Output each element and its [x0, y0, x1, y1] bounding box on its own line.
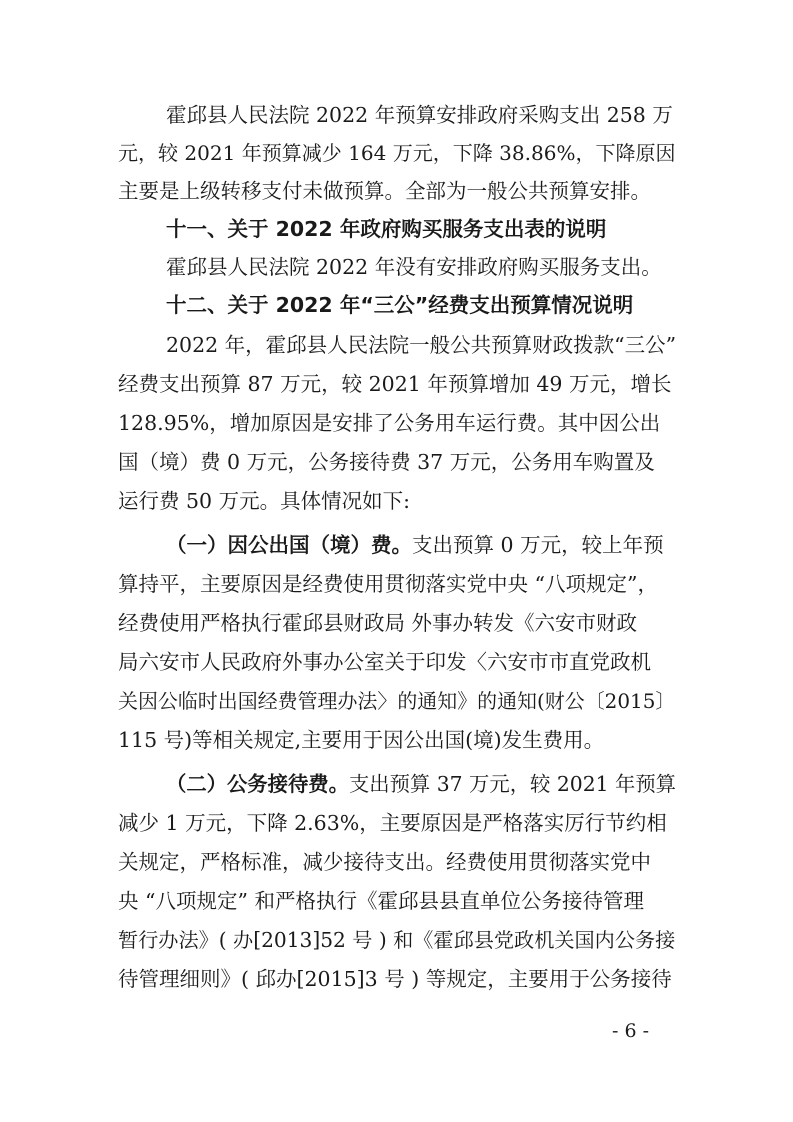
body-line: 央 “八项规定” 和严格执行《霍邱县县直单位公务接待管理 [118, 889, 644, 913]
body-line: 经费支出预算 87 万元，较 2021 年预算增加 49 万元，增长 [118, 372, 672, 396]
body-line: 霍邱县人民法院 2022 年预算安排政府采购支出 258 万 [166, 103, 673, 127]
subsection-line [166, 530, 664, 560]
subsection-line [166, 769, 676, 799]
body-line: 局六安市人民政府外事办公室关于印发〈六安市市直党政机 [118, 650, 651, 674]
body-text: 支出预算 0 万元，较上年预 [412, 533, 664, 557]
body-line: 关因公临时出国经费管理办法〉的通知》的通知(财公〔2015〕 [118, 689, 676, 713]
body-line: 国（境）费 0 万元，公务接待费 37 万元，公务用车购置及 [118, 450, 655, 474]
body-line: 2022 年，霍邱县人民法院一般公共预算财政拨款“三公” [166, 333, 677, 357]
body-line: 霍邱县人民法院 2022 年没有安排政府购买服务支出。 [166, 255, 662, 279]
body-line: 算持平，主要原因是经费使用贯彻落实党中央 “八项规定”， [118, 572, 658, 596]
body-line: 暂行办法》( 办[2013]52 号 ) 和《霍邱县党政机关国内公务接 [118, 928, 676, 952]
section-heading: 十一、关于 2022 年政府购买服务支出表的说明 [166, 217, 607, 241]
body-text: 支出预算 37 万元，较 2021 年预算 [348, 772, 677, 796]
body-line: 115 号)等相关规定,主要用于因公出国(境)发生费用。 [118, 728, 605, 752]
body-line: 减少 1 万元，下降 2.63%，主要原因是严格落实厉行节约相 [118, 811, 667, 835]
body-line: 128.95%，增加原因是安排了公务用车运行费。其中因公出 [118, 411, 661, 435]
body-line: 经费使用严格执行霍邱县财政局 外事办转发《六安市财政 [118, 611, 638, 635]
body-line: 运行费 50 万元。具体情况如下: [118, 489, 411, 513]
body-line: 元，较 2021 年预算减少 164 万元，下降 38.86%，下降原因 [118, 141, 676, 165]
section-heading: 十二、关于 2022 年“三公”经费支出预算情况说明 [166, 293, 634, 317]
page-number: - 6 - [612, 1020, 650, 1042]
body-line: 待管理细则》( 邱办[2015]3 号 ) 等规定，主要用于公务接待 [118, 967, 672, 991]
body-line: 关规定，严格标准，减少接待支出。经费使用贯彻落实党中 [118, 850, 651, 874]
body-line: 主要是上级转移支付未做预算。全部为一般公共预算安排。 [118, 179, 651, 203]
subsection-heading: （一）因公出国（境）费。 [166, 533, 412, 557]
subsection-heading: （二）公务接待费。 [166, 772, 349, 796]
